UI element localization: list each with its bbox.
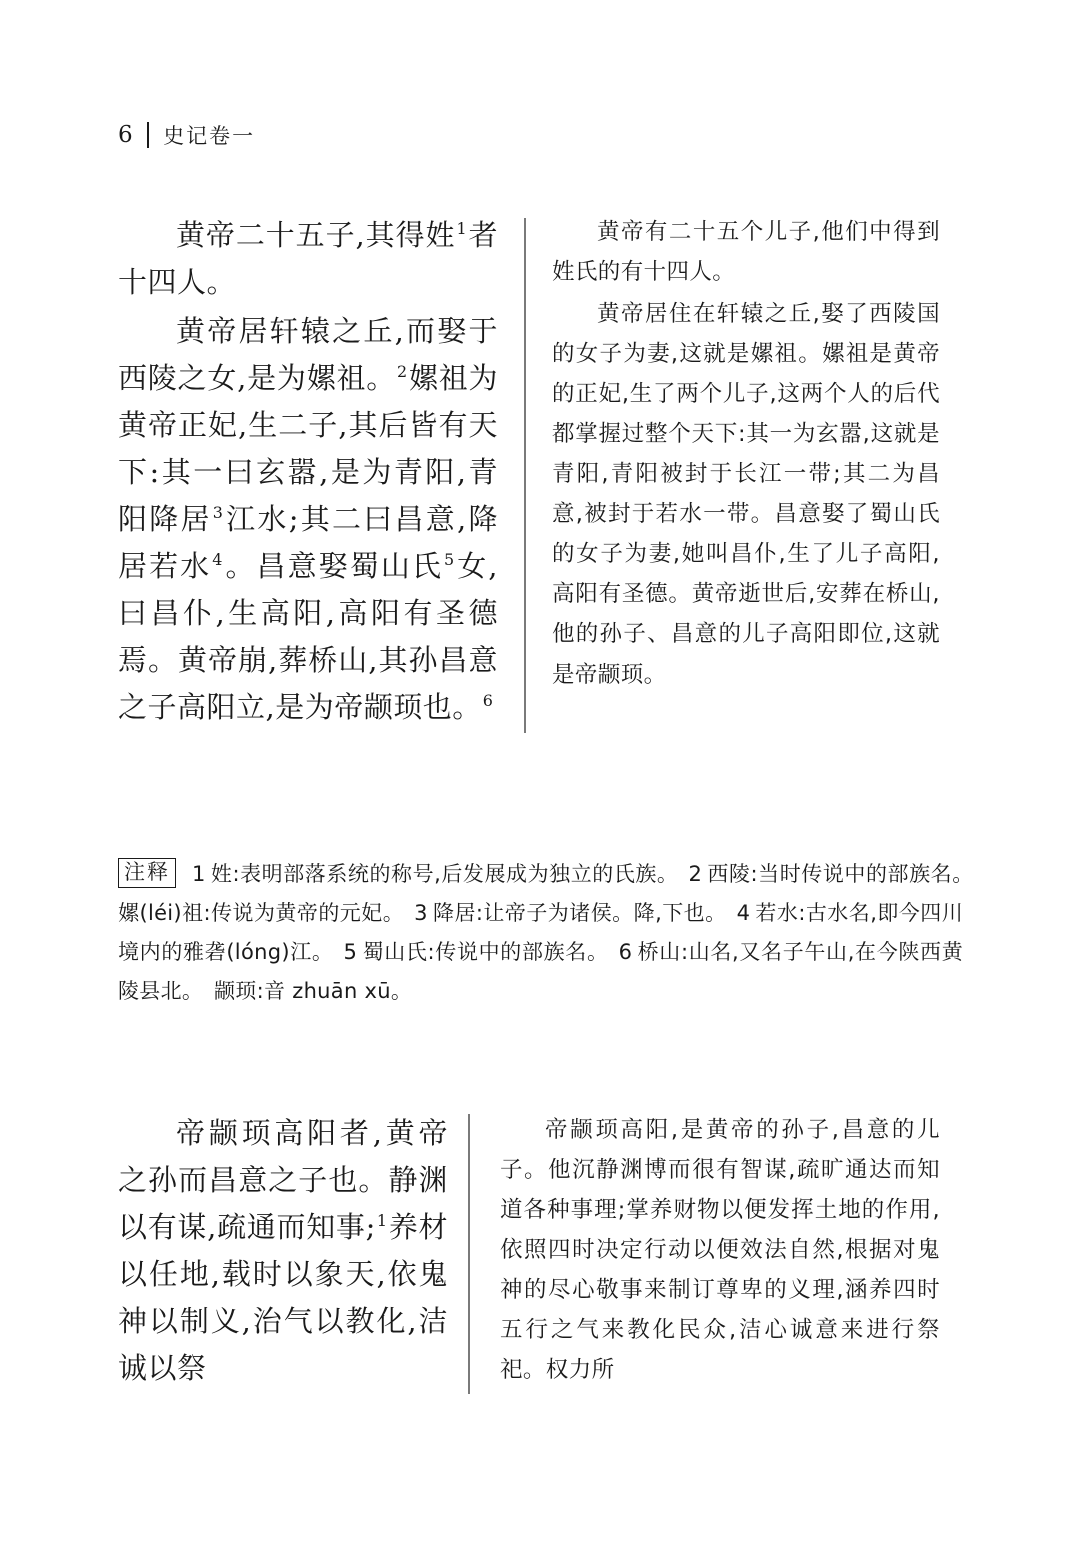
passage-block-2 — [118, 1110, 963, 1394]
translation-column-2 — [500, 1110, 940, 1394]
note-number: 3 — [414, 900, 428, 925]
chapter-title: 史记卷一 — [163, 124, 256, 148]
source-column-1 — [118, 212, 498, 733]
note-number: 2 — [688, 862, 703, 886]
translation-paragraph: 帝颛顼高阳,是黄帝的孙子,昌意的儿子。他沉静渊博而很有智谋,疏旷通达而知道各种事理;掌养财物以便发挥土地的作用,依照四时决定行动以便效法自然,根据对鬼神的尽心敬事来制订尊卑的义理,涵养四时五行之气来教化民众,洁心诚意来进行祭祀。权力所 — [500, 1117, 940, 1384]
note-number: 6 — [618, 939, 633, 964]
header-divider — [147, 122, 149, 148]
page-header — [118, 120, 255, 150]
note-text: 降居:让帝子为诸侯。降,下也。 — [432, 900, 727, 925]
note-text: 姓:表明部落系统的称号,后发展成为独立的氏族。 — [210, 862, 679, 886]
translation-paragraph: 黄帝居住在轩辕之丘,娶了西陵国的女子为妻,这就是嫘祖。嫘祖是黄帝的正妃,生了两个儿子,这两个人的后代都掌握过整个天下:其一为玄嚣,这就是青阳,青阳被封于长江一带;其二为昌意,被封于若水一带。昌意娶了蜀山氏的女子为妻,她叫昌仆,生了儿子高阳,高阳有圣德。黄帝逝世后,安葬在桥山,他的孙子、昌意的儿子高阳即位,这就是帝颛顼。 — [552, 301, 940, 688]
note-text: 蜀山氏:传说中的部族名。 — [362, 939, 609, 964]
note-text: 西陵:当时传说中的部族名。 嫘(léi)祖:传说为黄帝的元妃。 — [118, 862, 985, 925]
source-paragraph: 黄帝居轩辕之丘,而娶于西陵之女,是为嫘祖。$^2$嫘祖为黄帝正妃,生二子,其后皆有天下:其一曰玄嚣,是为青阳,青阳降居$^3$江水;其二曰昌意,降居若水$^4$。昌意娶蜀山氏$^5$女,曰昌仆,生高阳,高阳有圣德焉。黄帝崩,葬桥山,其孙昌意之子高阳立,是为帝颛顼也。$^6$ — [118, 313, 498, 724]
note-number: 4 — [736, 900, 751, 925]
source-column-2 — [118, 1110, 448, 1394]
translation-paragraph: 黄帝有二十五个儿子,他们中得到姓氏的有十四人。 — [552, 219, 940, 286]
column-divider — [524, 218, 526, 733]
source-paragraph: 帝颛顼高阳者,黄帝之孙而昌意之子也。静渊以有谋,疏通而知事;$^1$养材以任地,载时以象天,依鬼神以制义,治气以教化,洁诚以祭 — [118, 1116, 448, 1385]
note-text: 桥山:山名,又名子午山,在今陕西黄陵县北。 颛顼:音 zhuān xū。 — [118, 939, 963, 1003]
note-text: 若水:古水名,即今四川境内的雅砻(lóng)江。 — [118, 900, 964, 964]
column-divider — [468, 1114, 470, 1394]
translation-column-1 — [552, 212, 940, 733]
note-number: 5 — [343, 939, 358, 964]
notes-label: 注释 — [118, 858, 176, 888]
source-paragraph: 黄帝二十五子,其得姓$^1$者十四人。 — [118, 218, 498, 299]
notes-body — [118, 862, 984, 1003]
note-number: 1 — [192, 862, 206, 886]
passage-block-1 — [118, 212, 963, 733]
notes-section — [118, 855, 985, 1010]
page-number: 6 — [118, 122, 134, 148]
